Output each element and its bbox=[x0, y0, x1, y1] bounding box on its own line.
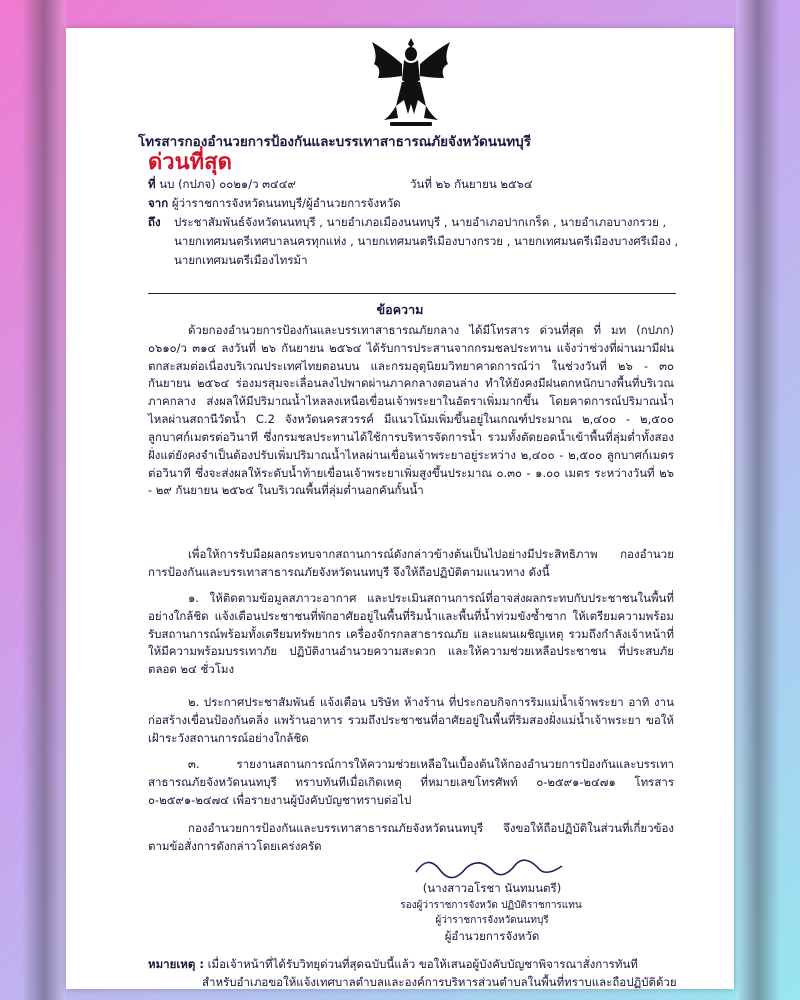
paragraph-background: ด้วยกองอำนวยการป้องกันและบรรเทาสาธารณภัยกลาง ได้มีโทรสาร ด่วนที่สุด ที่ มท (กปภก) ๐๖๑๐/ว ๓๑๔ ลงวันที่ ๒๖ กันยายน ๒๕๖๔ ได้รับการประสานจากกรมชลประทาน แจ้งว่าช่วงที่ผ่านมามีฝนตกสะสมต่อเนื่องบริเวณประเทศไทยตอนบน และกรมอุตุนิยมวิทยาคาดการณ์ว่า ในช่วงวันที่ ๒๖ - ๓๐ กันยายน ๒๕๖๔ ร่องมรสุมจะเลื่อนลงไปพาดผ่านภาคกลางตอนล่าง ทำให้ยังคงมีฝนตกหนักบางพื้นที่บริเวณภาคกลาง ส่งผลให้มีปริมาณน้ำไหลลงเหนือเขื่อนเจ้าพระยาในอัตราเพิ่มมากขึ้น โดยคาดการณ์ปริมาณน้ำไหลผ่านสถานีวัดน้ำ C.2 จังหวัดนครสวรรค์ มีแนวโน้มเพิ่มขึ้นอยู่ในเกณฑ์ประมาณ ๒,๔๐๐ - ๒,๕๐๐ ลูกบาศก์เมตรต่อวินาที ซึ่งกรมชลประทานได้ใช้การบริหารจัดการน้ำ รวมทั้งตัดยอดน้ำเข้าพื้นที่ลุ่มต่ำทั้งสองฝั่งแต่ยังคงจำเป็นต้องปรับเพิ่มปริมาณน้ำไหลผ่านเขื่อนเจ้าพระยาอยู่ระหว่าง ๒,๔๐๐ - ๒,๕๐๐ ลูกบาศก์เมตรต่อวินาที ซึ่งจะส่งผลให้ระดับน้ำท้ายเขื่อนเจ้าพระยาเพิ่มสูงขึ้นประมาณ ๐.๓๐ - ๑.๐๐ เมตร ระหว่างวันที่ ๒๖ - ๒๙ กันยายน ๒๕๖๔ ในบริเวณพื้นที่ลุ่มต่ำนอกคันกั้นน้ำ bbox=[148, 323, 674, 498]
ref-value: นบ (กปภจ) ๐๐๒๑/ว ๓๔๔๙ bbox=[159, 177, 296, 191]
remark-line: สำหรับอำเภอขอให้แจ้งเทศบาลตำบลและองค์การบริหารส่วนตำบลในพื้นที่ทราบและถือปฏิบัติด้วย bbox=[202, 975, 677, 989]
date-value: ๒๖ กันยายน ๒๕๖๔ bbox=[435, 177, 533, 191]
divider bbox=[148, 293, 676, 294]
message-heading: ข้อความ bbox=[376, 302, 424, 317]
remark-line: เมื่อเจ้าหน้าที่ได้รับวิทยุด่วนที่สุดฉบับนี้แล้ว ขอให้เสนอผู้บังคับบัญชาพิจารณาสั่งการทันที bbox=[207, 957, 638, 971]
garuda-emblem-icon bbox=[368, 36, 454, 132]
reference-row bbox=[148, 176, 296, 194]
remark bbox=[148, 956, 728, 974]
to-line: ประชาสัมพันธ์จังหวัดนนทบุรี , นายอำเภอเมืองนนทบุรี , นายอำเภอปากเกร็ด , นายอำเภอบางกรวย , bbox=[174, 215, 667, 229]
paragraph-item-1: ๑. ให้ติดตามข้อมูลสภาวะอากาศ และประเมินสถานการณ์ที่อาจส่งผลกระทบกับประชาชนในพื้นที่อย่างใกล้ชิด แจ้งเตือนประชาชนที่พักอาศัยอยู่ในพื้นที่ริมน้ำและพื้นที่น้ำท่วมขังซ้ำซาก ให้เตรียมความพร้อมรับสถานการณ์พร้อมทั้งเตรียมทรัพยากร เครื่องจักรกลสาธารณภัย และแผนเผชิญเหตุ รวมถึงกำลังเจ้าหน้าที่ให้มีความพร้อมบรรเทาภัย ปฏิบัติงานอำนวยความสะดวก และให้ความช่วยเหลือประชาชน ที่ประสบภัยตลอด ๒๔ ชั่วโมง bbox=[148, 591, 674, 677]
agency-title: โทรสารกองอำนวยการป้องกันและบรรเทาสาธารณภัยจังหวัดนนทบุรี bbox=[138, 134, 531, 150]
date-row bbox=[410, 176, 533, 194]
from-label: จาก bbox=[148, 196, 169, 210]
remark-label: หมายเหตุ : bbox=[148, 957, 204, 971]
to-label: ถึง bbox=[148, 215, 161, 229]
urgency-stamp: ด่วนที่สุด bbox=[148, 150, 232, 175]
signature-scribble-icon bbox=[376, 850, 596, 884]
paragraph-closing: กองอำนวยการป้องกันและบรรเทาสาธารณภัยจังหวัดนนทบุรี จึงขอให้ถือปฏิบัติในส่วนที่เกี่ยวข้องตามข้อสั่งการดังกล่าวโดยเคร่งครัด bbox=[148, 821, 674, 853]
signer-position: ผู้ว่าราชการจังหวัดนนทบุรี bbox=[435, 915, 549, 926]
ref-label: ที่ bbox=[148, 177, 156, 191]
document-page bbox=[66, 28, 734, 989]
paragraph-item-3: ๓. รายงานสถานการณ์การให้ความช่วยเหลือในเบื้องต้นให้กองอำนวยการป้องกันและบรรเทาสาธารณภัยจังหวัดนนทบุรี ทราบทันทีเมื่อเกิดเหตุ ที่หมายเลขโทรศัพท์ ๐-๒๕๙๑-๒๔๗๑ โทรสาร ๐-๒๕๙๑-๒๔๗๔ เพื่อรายงานผู้บังคับบัญชาทราบต่อไป bbox=[148, 757, 674, 807]
signer-position: ผู้อำนวยการจังหวัด bbox=[444, 929, 540, 943]
background-blur-right bbox=[736, 0, 780, 1000]
to-line: นายกเทศมนตรีเมืองไทรม้า bbox=[174, 253, 308, 267]
signer-name: (นางสาวอโรชา นันทมนตรี) bbox=[422, 881, 562, 895]
date-label: วันที่ bbox=[410, 177, 432, 191]
signer-position: รองผู้ว่าราชการจังหวัด ปฏิบัติราชการแทน bbox=[400, 900, 582, 911]
from-row bbox=[148, 195, 401, 213]
paragraph-intro: เพื่อให้การรับมือผลกระทบจากสถานการณ์ดังกล่าวข้างต้นเป็นไปอย่างมีประสิทธิภาพ กองอำนวยการป้องกันและบรรเทาสาธารณภัยจังหวัดนนทบุรี จึงให้ถือปฏิบัติตามแนวทาง ดังนี้ bbox=[148, 547, 674, 579]
from-value: ผู้ว่าราชการจังหวัดนนทบุรี/ผู้อำนวยการจังหวัด bbox=[171, 196, 401, 210]
to-line: นายกเทศมนตรีเทศบาลนครทุกแห่ง , นายกเทศมนตรีเมืองบางกรวย , นายกเทศมนตรีเมืองบางศรีเมือง , bbox=[174, 234, 679, 248]
background-blur-left bbox=[22, 0, 66, 1000]
paragraph-item-2: ๒. ประกาศประชาสัมพันธ์ แจ้งเตือน บริษัท ห้างร้าน ที่ประกอบกิจการริมแม่น้ำเจ้าพระยา อาทิ งานก่อสร้างเขื่อนป้องกันตลิ่ง แพร้านอาหาร รวมถึงประชาชนที่อาศัยอยู่ในพื้นที่ริมสองฝั่งแม่น้ำเจ้าพระยา ขอให้เฝ้าระวังสถานการณ์อย่างใกล้ชิด bbox=[148, 695, 674, 745]
